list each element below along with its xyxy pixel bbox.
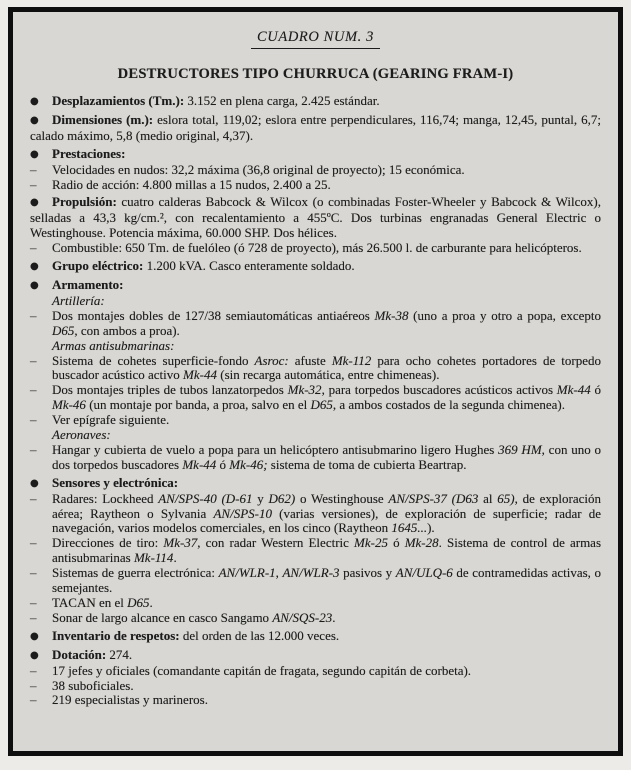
spec-text-segment: AN/SQS-23 [272,609,333,625]
spec-text-segment: Mk-112 [331,352,372,368]
spec-text-segment: eslora total, 119,02; eslora entre perpendiculares, 116,74; manga, 12,45, puntal, 6,7; calado máximo, 5,8 (medio original, 4,37). [30,111,601,143]
spec-text-segment: Mk-114 [133,550,174,566]
spec-text-segment: Asroc: [254,352,289,368]
spec-text-segment: 219 especialistas y marineros. [52,692,208,708]
dash-icon: – [30,161,37,177]
spec-item-bullet [30,113,601,144]
spec-text-segment: cuatro calderas Babcock & Wilcox (o combinadas Foster-Wheeler y Babcock & Wilcox), selladas a 43,3 kg/cm.², con recalentamiento a 455ºC. Dos turbinas engranadas General Electric o Westinghouse. Potencia máxima, 60.000 SHP. Dos hélices. [30,194,601,241]
spec-text-segment: Armas antisubmarinas: [52,337,175,353]
spec-text-segment: Combustible: 650 Tm. de fuelóleo (ó 728 de proyecto), más 26.500 l. de carburante para helicópteros. [52,240,582,256]
spec-text-segment: Dotación: [52,646,107,662]
spec-text-segment: TACAN en el [52,595,128,610]
spec-item-bullet [30,259,601,275]
spec-text-segment: Sonar de largo alcance en casco Sangamo [52,609,273,625]
dash-icon: – [30,535,37,551]
spec-text-segment: Mk-44 [182,456,217,472]
spec-text-segment: Velocidades en nudos: 32,2 máxima (36,8 original de proyecto); 15 económica. [52,161,465,177]
spec-text-segment: Prestaciones: [52,145,126,161]
spec-text-segment: Mk-44 [556,382,591,398]
spec-item-dash [30,679,601,694]
spec-text-segment: AN/WLR-3 [282,565,340,581]
spec-text-segment: Grupo eléctrico: [52,258,144,274]
spec-text-segment: , de exploración aérea; Raytheon o Sylvania [52,490,601,521]
spec-text-segment: Mk-38 [374,307,409,323]
spec-text-segment: Dos montajes dobles de 127/38 semiautomáticas antiaéreos [52,307,375,323]
spec-text-segment: . [149,595,153,610]
spec-item-bullet [30,195,601,241]
spec-text-segment: Radio de acción: 4.800 millas a 15 nudos, 2.400 a 25. [52,176,331,192]
spec-text-segment: , con uno o dos torpedos buscadores [52,441,602,472]
spec-text-segment: AN/SPS-37 (D63 [388,490,479,506]
dash-icon: – [30,677,37,693]
spec-text-segment: Sistemas de guerra electrónica: [52,565,219,581]
spec-text-segment: Desplazamientos (Tm.): [52,93,185,108]
spec-text-segment: Radares: Lockheed [52,490,159,506]
dash-icon: – [30,565,37,581]
spec-text-segment: Mk-37 [163,535,198,551]
bullet-icon: ● [30,148,39,160]
spec-text-segment: Artillería: [52,292,105,308]
spec-item-bullet [30,648,601,664]
document-page [8,7,623,756]
dash-icon: – [30,595,37,610]
document-title: DESTRUCTORES TIPO CHURRUCA (GEARING FRAM-I) [117,66,514,82]
spec-item-bullet [30,147,601,163]
spec-item-dash [30,566,601,596]
spec-item-dash [30,178,601,193]
spec-text-segment: 3.152 en plena carga, 2.425 estándar. [184,93,380,108]
dash-icon: – [30,352,37,368]
spec-item-dash [30,611,601,626]
spec-text-segment: Mk-25 [354,535,388,551]
spec-item-dash [30,309,601,339]
spec-text-segment: 38 suboficiales. [52,677,134,693]
bullet-icon: ● [30,477,39,489]
spec-text-segment: sistema de toma de cubierta Beartrap. [267,456,467,472]
spec-text-segment: AN/WLR-1 [218,565,276,581]
spec-text-segment: ó [216,456,230,472]
dash-icon: – [30,412,37,428]
spec-item-dash [30,492,601,537]
spec-subheading [30,294,601,309]
dash-icon: – [30,307,37,323]
spec-text-segment: . [173,550,177,566]
spec-text-segment: . Sistema de control de armas antisubmarinas [52,535,602,566]
spec-text-segment: Dos montajes triples de tubos lanzatorpedos [52,382,288,398]
spec-item-dash [30,163,601,178]
spec-text-segment: pasivos y [339,565,396,581]
dash-icon: – [30,662,37,678]
spec-text-segment: del orden de las 12.000 veces. [179,627,340,643]
spec-list [30,94,601,708]
spec-subheading [30,428,601,443]
spec-text-segment: o Westinghouse [295,490,389,506]
spec-item-bullet [30,278,601,294]
spec-text-segment: Sistema de cohetes superficie-fondo [52,352,255,368]
bullet-icon: ● [30,96,39,107]
spec-text-segment: Mk-46 [52,397,86,413]
spec-text-segment: Hangar y cubierta de vuelo a popa para un helicóptero antisubmarino ligero Hughes [52,441,499,457]
spec-text-segment: (uno a proa y otro a popa, excepto [408,307,601,323]
spec-text-segment: ). [427,520,435,536]
spec-item-dash [30,383,601,413]
spec-text-segment: Ver epígrafe siguiente. [52,412,170,428]
spec-item-dash [30,413,601,428]
bullet-icon: ● [30,261,39,273]
spec-text-segment: Mk-32 [287,382,322,398]
spec-text-segment: Propulsión: [52,194,117,210]
cuadro-label: CUADRO NUM. 3 [251,29,380,49]
spec-item-dash [30,241,601,256]
spec-text-segment: 65) [497,490,515,506]
spec-text-segment: afuste [288,352,332,368]
spec-text-segment: , a ambos costados de la segunda chimenea). [332,397,565,413]
spec-text-segment: Mk-44 [183,367,217,383]
bullet-icon: ● [30,279,39,291]
spec-text-segment: , para torpedos buscadores acústicos activos [321,382,557,398]
spec-item-bullet [30,629,601,645]
spec-item-dash [30,693,601,708]
bullet-icon: ● [30,197,39,209]
spec-text-segment: Direcciones de tiro: [52,535,164,551]
bullet-icon: ● [30,114,39,126]
dash-icon: – [30,441,37,457]
bullet-icon: ● [30,649,39,661]
spec-text-segment: y [252,490,269,506]
spec-item-dash [30,443,601,473]
spec-text-segment: 274. [106,646,133,662]
spec-text-segment: (sin recarga automática, entre chimeneas). [216,367,440,383]
spec-item-bullet [30,94,601,110]
spec-text-segment: 1645... [391,520,428,536]
cuadro-heading [30,28,601,49]
spec-text-segment: . [332,609,336,625]
spec-text-segment: ó [590,382,602,398]
spec-text-segment: D62) [268,490,296,506]
bullet-icon: ● [30,630,39,642]
spec-text-segment: Mk-46; [229,456,268,472]
spec-text-segment: AN/SPS-40 (D-61 [158,490,253,506]
spec-subheading [30,339,601,354]
spec-item-dash [30,664,601,679]
dash-icon: – [30,692,37,708]
spec-text-segment: AN/ULQ-6 [395,565,453,581]
dash-icon: – [30,240,37,256]
spec-item-dash [30,536,601,566]
spec-text-segment: , [275,565,283,581]
dash-icon: – [30,382,37,398]
spec-item-dash [30,596,601,611]
spec-text-segment: Dimensiones (m.): [52,111,154,127]
spec-text-segment: Aeronaves: [52,427,111,443]
dash-icon: – [30,490,37,506]
dash-icon: – [30,176,37,192]
spec-text-segment: D65 [52,322,75,338]
spec-text-segment: D65 [310,397,333,413]
spec-text-segment: (varias versiones), de exploración de superficie; radar de navegación, varios modelos comerciales, en los cinco (Raytheon [52,505,601,536]
spec-text-segment: para ocho cohetes portadores de torpedo buscador acústico activo [52,352,601,383]
spec-item-dash [30,354,601,384]
spec-text-segment: Armamento: [52,276,124,292]
spec-item-bullet [30,476,601,492]
spec-text-segment: 17 jefes y oficiales (comandante capitán de fragata, segundo capitán de corbeta). [52,662,472,678]
spec-text-segment: , con radar Western Electric [197,535,355,551]
spec-text-segment: Mk-28 [404,535,439,551]
spec-text-segment: AN/SPS-10 [213,505,272,521]
spec-text-segment: Sensores y electrónica: [52,474,179,490]
spec-text-segment: 369 HM [498,441,542,457]
spec-text-segment: al [478,490,498,506]
spec-text-segment: (un montaje por banda, a proa, salvo en el [85,397,311,413]
spec-text-segment: , con ambos a proa). [74,322,180,338]
spec-text-segment: D65 [127,595,150,610]
spec-text-segment: ó [387,535,405,551]
spec-text-segment: de contramedidas activas, o semejantes. [52,565,601,596]
spec-text-segment: Inventario de respetos: [52,627,180,643]
dash-icon: – [30,609,37,625]
spec-text-segment: 1.200 kVA. Casco enteramente soldado. [143,258,355,274]
